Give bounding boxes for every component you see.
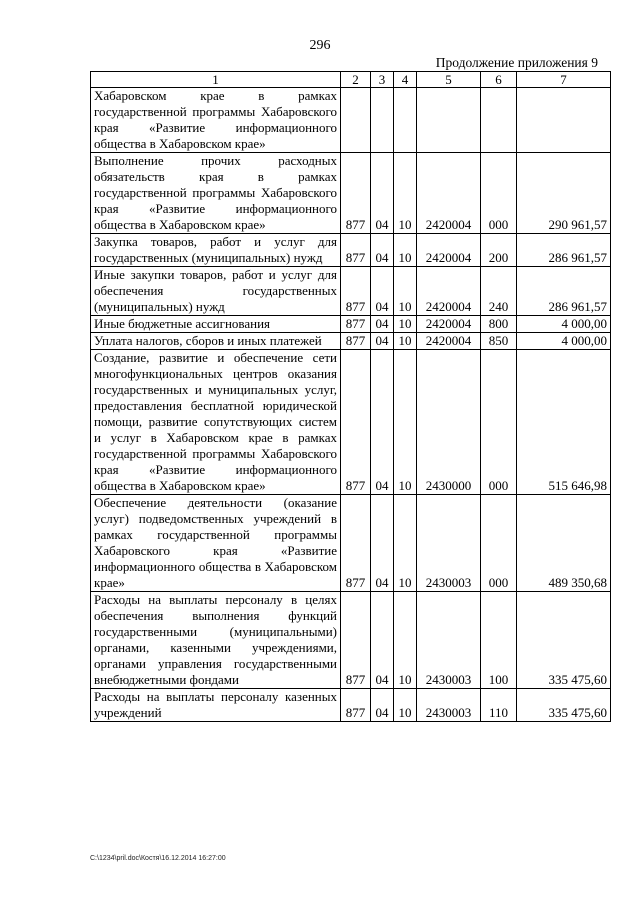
header-cell: 5: [417, 72, 481, 88]
file-path-footer: C:\1234\pril.doc\Костя\16.12.2014 16:27:00: [90, 855, 226, 862]
table-row: [91, 234, 611, 267]
row-value-cell: 2430003: [417, 689, 481, 722]
row-value-cell: 4 000,00: [517, 316, 611, 333]
row-value-cell: 04: [371, 267, 394, 316]
row-value-cell: 04: [371, 153, 394, 234]
row-value-cell: 04: [371, 495, 394, 592]
row-value-cell: 877: [341, 689, 371, 722]
row-value-cell: [371, 88, 394, 153]
row-value-cell: 489 350,68: [517, 495, 611, 592]
row-value-cell: 2420004: [417, 316, 481, 333]
page-number: 296: [309, 38, 331, 53]
row-value-cell: 335 475,60: [517, 689, 611, 722]
row-value-cell: 04: [371, 592, 394, 689]
row-value-cell: 877: [341, 350, 371, 495]
row-value-cell: [481, 88, 517, 153]
row-name-cell: Выполнение прочих расходных обязательств края в рамках государственной программы Хабаровского края «Развитие информационного общества в Хабаровском крае»: [91, 153, 341, 234]
row-value-cell: 877: [341, 592, 371, 689]
row-value-cell: 240: [481, 267, 517, 316]
table-row: [91, 333, 611, 350]
row-name-cell: Уплата налогов, сборов и иных платежей: [91, 333, 341, 350]
row-value-cell: 10: [394, 350, 417, 495]
row-value-cell: 877: [341, 234, 371, 267]
row-value-cell: 10: [394, 333, 417, 350]
row-value-cell: 877: [341, 153, 371, 234]
row-value-cell: 000: [481, 350, 517, 495]
row-value-cell: 000: [481, 153, 517, 234]
row-value-cell: 2420004: [417, 234, 481, 267]
row-value-cell: 04: [371, 333, 394, 350]
row-value-cell: 877: [341, 333, 371, 350]
row-value-cell: 800: [481, 316, 517, 333]
row-value-cell: 877: [341, 267, 371, 316]
table-header-row: [91, 72, 611, 88]
row-name-cell: Иные бюджетные ассигнования: [91, 316, 341, 333]
row-value-cell: 2420004: [417, 267, 481, 316]
header-cell: 4: [394, 72, 417, 88]
row-value-cell: 200: [481, 234, 517, 267]
row-value-cell: 04: [371, 350, 394, 495]
row-value-cell: 290 961,57: [517, 153, 611, 234]
table-row: [91, 267, 611, 316]
row-value-cell: 04: [371, 316, 394, 333]
row-value-cell: [341, 88, 371, 153]
table-row: [91, 88, 611, 153]
row-value-cell: 10: [394, 267, 417, 316]
header-cell: 7: [517, 72, 611, 88]
row-value-cell: 10: [394, 153, 417, 234]
row-value-cell: [517, 88, 611, 153]
row-value-cell: 10: [394, 592, 417, 689]
row-name-cell: Создание, развитие и обеспечение сети многофункциональных центров оказания государственных и муниципальных услуг, предоставления бесплатной юридической помощи, развитие сопутствующих систем и услуг в Хабаровском крае в рамках государственной программы Хабаровского края «Развитие информационного общества в Хабаровском крае»: [91, 350, 341, 495]
row-name-cell: Иные закупки товаров, работ и услуг для обеспечения государственных (муниципальных) нужд: [91, 267, 341, 316]
table-row: [91, 350, 611, 495]
row-value-cell: 04: [371, 689, 394, 722]
header-cell: 6: [481, 72, 517, 88]
row-value-cell: 286 961,57: [517, 234, 611, 267]
table-row: [91, 316, 611, 333]
row-value-cell: 877: [341, 316, 371, 333]
table-row: [91, 689, 611, 722]
row-value-cell: 2430000: [417, 350, 481, 495]
row-value-cell: 10: [394, 316, 417, 333]
row-value-cell: 877: [341, 495, 371, 592]
row-value-cell: 4 000,00: [517, 333, 611, 350]
row-value-cell: 2430003: [417, 592, 481, 689]
row-value-cell: 110: [481, 689, 517, 722]
row-value-cell: 10: [394, 234, 417, 267]
row-value-cell: 000: [481, 495, 517, 592]
continuation-label: Продолжение приложения 9: [435, 55, 598, 70]
row-name-cell: Расходы на выплаты персоналу казенных учреждений: [91, 689, 341, 722]
row-value-cell: 100: [481, 592, 517, 689]
table-row: [91, 153, 611, 234]
row-value-cell: 2430003: [417, 495, 481, 592]
row-value-cell: [394, 88, 417, 153]
header-cell: 1: [91, 72, 341, 88]
row-value-cell: 2420004: [417, 153, 481, 234]
row-value-cell: 515 646,98: [517, 350, 611, 495]
row-name-cell: Обеспечение деятельности (оказание услуг) подведомственных учреждений в рамках государственной программы Хабаровского края «Развитие информационного общества в Хабаровском крае»: [91, 495, 341, 592]
row-value-cell: [417, 88, 481, 153]
row-value-cell: 10: [394, 689, 417, 722]
header-cell: 3: [371, 72, 394, 88]
row-value-cell: 286 961,57: [517, 267, 611, 316]
row-value-cell: 335 475,60: [517, 592, 611, 689]
row-value-cell: 2420004: [417, 333, 481, 350]
header-cell: 2: [341, 72, 371, 88]
row-value-cell: 04: [371, 234, 394, 267]
row-name-cell: Расходы на выплаты персоналу в целях обеспечения выполнения функций государственными (муниципальными) органами, казенными учреждениями, органами управления государственными внебюджетными фондами: [91, 592, 341, 689]
row-value-cell: 850: [481, 333, 517, 350]
table-row: [91, 495, 611, 592]
table-row: [91, 592, 611, 689]
row-name-cell: Закупка товаров, работ и услуг для государственных (муниципальных) нужд: [91, 234, 341, 267]
budget-table: [90, 71, 611, 722]
row-name-cell: Хабаровском крае в рамках государственной программы Хабаровского края «Развитие информационного общества в Хабаровском крае»: [91, 88, 341, 153]
row-value-cell: 10: [394, 495, 417, 592]
